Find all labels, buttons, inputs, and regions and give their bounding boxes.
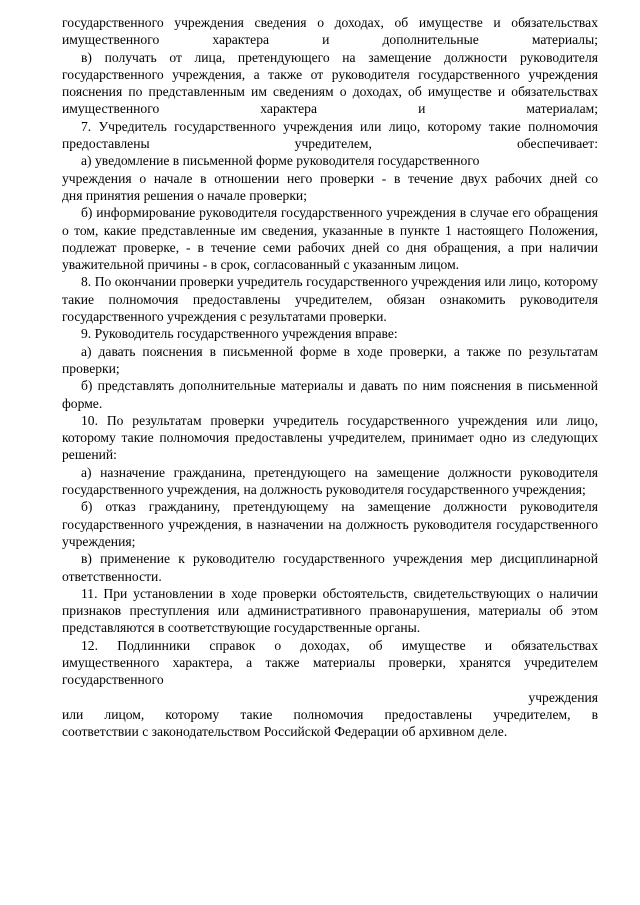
- paragraph-12-line-4: учреждения: [528, 689, 598, 705]
- paragraph-10v: в) применение к руководителю государственного учреждения мер дисциплинарной ответственности.: [62, 551, 598, 584]
- paragraph-10: 10. По результатам проверки учредитель государственного учреждения или лицо, которому такие полномочия предоставлены учредителем, принимает одно из следующих решений:: [62, 412, 598, 463]
- paragraph-12: [62, 637, 598, 741]
- paragraph-1-continuation: государственного учреждения сведения о доходах, об имуществе и обязательствах имущественного характера и дополнительные материалы;: [62, 15, 598, 48]
- paragraph-7a: [62, 152, 598, 204]
- paragraph-7a-line-3: дня принятия решения о начале проверки;: [62, 187, 307, 203]
- paragraph-9: 9. Руководитель государственного учреждения вправе:: [81, 326, 398, 342]
- paragraph-9b: б) представлять дополнительные материалы и давать по ним пояснения в письменной форме.: [62, 378, 598, 411]
- paragraph-12-line-6: соответствии с законодательством Российской Федерации об архивном деле.: [62, 724, 508, 740]
- paragraph-10a: а) назначение гражданина, претендующего на замещение должности руководителя государственного учреждения, на должность руководителя государственного учреждения;: [62, 464, 598, 498]
- paragraph-12-line-3: государственного: [62, 672, 164, 688]
- paragraph-7a-line-1: а) уведомление в письменной форме руководителя государственного: [81, 153, 480, 169]
- paragraph-12-line-5: или лицом, которому такие полномочия предоставлены учредителем, в: [62, 706, 598, 722]
- paragraph-12-line-2: имущественного характера, а также материалы проверки, хранятся учредителем: [62, 654, 598, 670]
- paragraph-12-line-1: 12. Подлинники справок о доходах, об имуществе и обязательствах: [81, 637, 598, 653]
- paragraph-7b: б) информирование руководителя государственного учреждения в случае его обращения о том, какие представленные им сведения, указанные в пункте 1 настоящего Положения, подлежат проверке, - в течение семи рабочих дней со дня обращения, а при наличии уважительной причины - в срок, согласованный с указанным лицом.: [62, 205, 598, 273]
- paragraph-11: 11. При установлении в ходе проверки обстоятельств, свидетельствующих о наличии признаков преступления или административного правонарушения, материалы об этом представляются в соответствующие государственные органы.: [62, 585, 598, 636]
- paragraph-7: 7. Учредитель государственного учреждения или лицо, которому такие полномочия предоставлены учредителем, обеспечивает:: [62, 118, 598, 152]
- document-page: [62, 14, 598, 740]
- paragraph-7a-line-2: учреждения о начале в отношении него проверки - в течение двух рабочих дней со: [62, 170, 598, 186]
- paragraph-9a: а) давать пояснения в письменной форме в ходе проверки, а также по результатам проверки;: [62, 343, 598, 376]
- paragraph-clause-v: в) получать от лица, претендующего на замещение должности руководителя государственного учреждения, а также от руководителя государственного учреждения пояснения по представленным им сведениям о доходах, об имуществе и обязательствах имущественного характера и материалам;: [62, 49, 598, 117]
- paragraph-8: 8. По окончании проверки учредитель государственного учреждения или лицо, которому такие полномочия предоставлены учредителем, обязан ознакомить руководителя государственного учреждения с результатами проверки.: [62, 274, 598, 325]
- paragraph-10b: б) отказ гражданину, претендующему на замещение должности руководителя государственного учреждения, в назначении на должность руководителя государственного учреждения;: [62, 499, 598, 549]
